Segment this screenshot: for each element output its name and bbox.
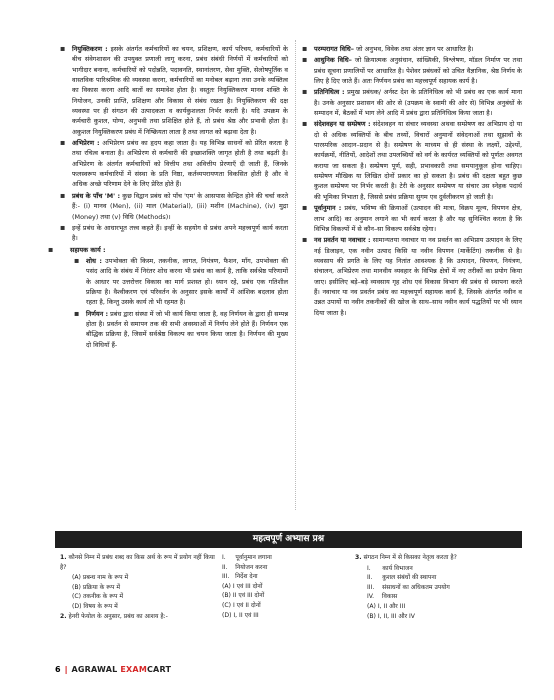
item-keyword: परम्परागत विधि– — [314, 45, 354, 53]
list-item — [74, 309, 288, 350]
option: (C) I एवं II दोनों — [222, 601, 261, 609]
item-text: इसके अंतर्गत कर्मचारियों का चयन, प्रशिक्षण, कार्य परिचय, कर्मचारियों के बीच संवेगशासन की उपयुक्त प्रणाली लागू करना, प्रबंध संबंधी निर्णयों में कर्मचारियों को भागीदार बनाना, कर्मचारियों को पदोन्नति, पदावनति, स्थानांतरण, सेवा मुक्ति, सेलोषपूर्तिक व वास्तविक पारिश्रमिक की व्यवस्था करना, कर्मचारियों का मनोबल बढ़ाना तथा उनके व्यक्तित्व का विकास करना आदि बातों का समावेश होता है। वस्तुतः नियुक्तिकरण मानव शक्ति के नियोजन, उनकी प्राप्ति, प्रशिक्षण और विकास से संबंध रखता है। नियुक्तिकरण की दक्ष व्यवस्था पर ही संगठन की उत्पादकता व कार्यकुशलता निर्भर करती है। यदि उपक्रम के कर्मचारी कुशल, योग्य, अनुभवी तथा प्रशिक्षित होते हैं, तो प्रबंध श्रेष्ठ और प्रभावी होता है। अकुशल नियुक्तिकरण प्रबंध में निष्क्रियता लाता है तथा लागत को बढ़ावा देता है। — [72, 45, 289, 136]
bullet-icon: ▪ — [60, 222, 66, 232]
bullet-icon: ▪ — [302, 203, 308, 213]
option: (A) I, II और III — [367, 602, 406, 610]
footer-separator: | — [64, 665, 68, 674]
option: (D) I, II एवं III — [222, 611, 259, 619]
bullet-icon: ▪ — [74, 255, 80, 265]
item-keyword: अभिप्रेरण : — [72, 139, 100, 148]
item-text: अभिप्रेरण प्रबंध का हृदय कहा जाता है। यह विभिन्न साधनों को प्रेरित करता है तथा रचित्व बनाता है। अभिप्रेरण से कर्मचारी की इच्छाशक्ति जागृत होती है तथा बढ़ती है। अभिप्रेरण के अंतर्गत कर्मचारियों को वित्तीय तथा अवित्तीय प्रेरणाएँ दी जाती हैं, जिनके फलस्वरूप कर्मचारियों में संस्था के प्रति निष्ठा, कर्तव्यपरायणता विकसित होती है और वे अधिक अच्छे परिणाम देने के लिए प्रेरित होते हैं। — [72, 139, 288, 189]
item-text: प्रबंध, भविष्य की क्रियाओं (उत्पादन की मात्रा, विक्रय मूल्य, विपणन क्षेत्र, लाभ आदि) का अनुमान लगाने का भी कार्य करता है और यह सुनिश्चित करता है कि विभिन्न विकल्पों में से कौन–सा विकल्प सर्वश्रेष्ठ रहेगा। — [314, 204, 522, 233]
item-text: जो अनुभव, विवेक तथा अंतर ज्ञान पर आधारित है। — [353, 45, 474, 53]
question-text: संगठन निम्न में से किसका नेतृत्व करता है? — [363, 554, 457, 561]
item-text: प्रमुख प्रबंधक/ अर्नस्ट देश के प्रतिनिधित्व को भी प्रबंध का एक कार्य माना है। उनके अनुसार प्रशासन की ओर से (उपक्रम के स्वामी की ओर से) विभिन्न अनुबंधों के सम्पादन में, बैठकों में भाग लेने आदि में प्रबंध द्वारा प्रतिनिधित्व किया जाता है। — [314, 88, 522, 118]
question-column-1 — [60, 553, 220, 622]
item-text: जो क्रियात्मक अनुसंधान, सांख्यिकी, विश्लेषण, मॉडल निर्माण पर तथा प्रबंध सूचना प्रणालियों पर आधारित है। पेशेवर प्रबंधकों को उचित वैज्ञानिक, श्रेष्ठ निर्णय के लिए है दिए जाते हैं। अतः निर्णयन प्रबंध का महत्त्वपूर्ण सहायक कार्य है। — [314, 56, 522, 86]
question-text: कौनसे निम्न में प्रबंध शब्द का किस अर्थ के रूप में प्रयोग नहीं किया है? — [60, 554, 215, 571]
item-keyword: आधुनिक विधि– — [314, 56, 352, 65]
item-keyword: शोध : — [86, 256, 102, 265]
option: IV. विकास — [367, 593, 398, 601]
question — [60, 553, 220, 572]
question-column-2 — [222, 553, 342, 620]
option: (A) I एवं III दोनों — [222, 582, 263, 590]
bullet-icon: ▪ — [302, 119, 308, 129]
item-text: कुछ विद्वान प्रबंध को पाँच 'एम' के आसपास केन्द्रित होने की चर्चा करते हैं:- (i) मानव (Men), (ii) माल (Material), (iii) मशीन (Machine), (iv) मुद्रा (Money) तथा (v) विधि (Methods)। — [72, 191, 288, 221]
page-number: 6 — [55, 665, 61, 674]
option: (B) प्रक्रिया के रूप में — [72, 583, 121, 591]
section-banner: महत्वपूर्ण अभ्यास प्रश्न — [55, 531, 522, 548]
item-text: सामान्यतया नवाचार या नव प्रवर्तन का अभिप्राय उत्पादन के लिए नई डिजाइन, एक नवीन उत्पाद किसि या नवीन विपणन (मार्केटिंग) तकनीक से है। व्यवसाय की प्रगति के लिए यह नितांत आवश्यक है कि उत्पादन, विपणन, नियंत्रण, संचालन, अभिप्रेरण तथा मानवीय व्यवहार के विभिन्न क्षेत्रों में नए तरीकों का प्रयोग किया जाए। इसीलिए बड़े–बड़े व्यवसाय गृह शोध एवं विकास विभाग की प्रबंध से स्थापना करते हैं। नवाचार या नव प्रवर्तन प्रबंध का महत्त्वपूर्ण सहायक कार्य है, जिसके अंतर्गत नवीन व उन्नत उपायों या नवीन तकनीकों की खोज के साथ–साथ नवीन कार्य पद्धतियों पर भी ध्यान दिया जाता है। — [314, 236, 522, 317]
item-keyword: प्रतिनिधित्व : — [314, 88, 345, 97]
list-item — [302, 87, 522, 118]
list-item — [302, 235, 522, 318]
bullet-icon: ▪ — [302, 55, 308, 65]
item-keyword: नव प्रवर्तन या नवाचार : — [314, 236, 371, 245]
list-item — [60, 191, 288, 222]
option: II. कुशल संबंधों की स्थापना — [367, 574, 437, 582]
item-text: प्रबंध द्वारा संस्था में जो भी कार्य किया जाता है, वह निर्णयन के द्वारा ही सम्पन्न होता है। प्रवर्तन से समापन तक की सभी अवस्थाओं में निर्णय लेने होते हैं। निर्णयन एक बौद्धिक प्रक्रिया है, जिसमें सर्वश्रेष्ठ विकल्प का चयन किया जाता है। निर्णयन की मुख्य दो विधियाँ हैं- — [86, 309, 288, 349]
item-keyword: नियुक्तिकरण : — [72, 45, 108, 53]
section-heading: ▪ सहायक कार्य : — [48, 244, 106, 254]
bullet-icon: ▪ — [302, 44, 308, 53]
column-divider — [295, 40, 296, 510]
question-text: हेनरी फेयोल के अनुसार, प्रबंध का आशय है:- — [68, 612, 168, 620]
page-footer — [55, 663, 171, 677]
list-item — [302, 119, 522, 202]
option: I. पूर्वानुमान लगाना — [222, 554, 272, 561]
option: (B) I, II, III और IV — [367, 612, 415, 620]
left-column — [48, 44, 289, 351]
right-column — [302, 44, 522, 319]
brand-logo: AGRAWAL EXAMCART — [71, 665, 172, 674]
item-text: इन्हें प्रबंध के आधारभूत तत्त्व कहते हैं। इन्हीं के सहयोग से प्रबंध अपने महत्त्वपूर्ण कार्य करता है। — [72, 223, 288, 243]
question-number: 1. — [60, 554, 67, 561]
option: II. नियोजन करना — [222, 563, 268, 571]
bullet-icon: ▪ — [60, 44, 66, 53]
bullet-icon: ▪ — [60, 138, 66, 148]
option: (D) विषय के रूप में — [72, 602, 118, 610]
list-item — [60, 44, 288, 137]
list-item — [302, 44, 522, 54]
item-text: संदेशवहन या संचार व्यवस्था अथवा सम्प्रेषण का अभिप्राय दो या दो से अधिक व्यक्तियों के बीच तथ्यों, विचारों अनुमानों संवेदनाओं तथा सूझावों के पारस्परिक आदान–प्रदान से है। सम्प्रेषण के माध्यम से ही संस्था के लक्ष्यों, उद्देश्यों, कार्यक्रमों, नीतियों, आदेशों तथा उपलब्धियों को वर्ग के कार्यरत व्यक्तियों को पूर्णतः अवगत कराया जा सकता है। सम्प्रेषण पूर्ण, सही, प्रभावकारी तथा समयानुकूल होना चाहिए। सम्प्रेषण मौखिक या लिखित दोनों प्रकार का हो सकता है। प्रबंध की दक्षता बहुत कुछ कुशल सम्प्रेषण पर निर्भर करती है। टेरी के अनुसार सम्प्रेषण या संचार उस स्नेहक पदार्थ की भूमिका निभाता है, जिससे प्रबंध प्रक्रिया सुगम एव दुर्वलीकरण हो जाती है। — [314, 120, 522, 201]
option: (A) प्रबन्ध नाम के रूप में — [72, 574, 129, 582]
question — [60, 612, 220, 622]
bullet-icon: ▪ — [302, 87, 308, 97]
item-keyword: पूर्वानुमान : — [314, 204, 342, 213]
question — [355, 553, 520, 563]
question-column-3 — [355, 553, 520, 621]
item-text: उपभोक्ता की किस्म, तकनीक, लागत, नियंत्रण, फैशन, माँग, उपभोक्ता की पसंद आदि के संबंध में निरंतर शोध करना भी प्रबंध का कार्य है, ताकि सर्वश्रेष्ठ परिणामों के आधार पर उत्तरोत्तर विकास का मार्ग प्रशस्त हो। ध्यान रहे, प्रबंध एक गतिशील प्रक्रिया है। वैश्वीकरण एवं परिवर्तन के अनुसार इसके कार्यों में आंशिक बदलाव होता रहता है, किन्तु उसके कार्य तो भी रहमत है। — [86, 256, 288, 307]
question-number: 2. — [60, 612, 67, 620]
option: (B) II एवं III दोनों — [222, 592, 265, 600]
list-item — [60, 138, 288, 190]
question-number: 3. — [355, 554, 362, 561]
option: III. संसाधनों का अधिकतम उपयोग — [367, 583, 450, 591]
list-item — [74, 256, 288, 308]
list-item — [302, 203, 522, 234]
option: I. कार्य विभाजन — [367, 564, 413, 572]
item-keyword: निर्णयन : — [86, 309, 109, 318]
bullet-icon: ▪ — [60, 190, 66, 200]
list-item — [302, 55, 522, 86]
list-item — [60, 223, 288, 244]
bullet-icon: ▪ — [48, 244, 54, 254]
bullet-icon: ▪ — [74, 308, 80, 318]
item-keyword: प्रबंध के पाँच 'M' : — [72, 191, 121, 200]
option: III. निर्देश देना — [222, 573, 258, 581]
item-keyword: संदेशवहन या सम्प्रेषण : — [314, 120, 371, 129]
bullet-icon: ▪ — [302, 235, 308, 245]
option: (C) तकनीक के रूप में — [72, 593, 124, 601]
